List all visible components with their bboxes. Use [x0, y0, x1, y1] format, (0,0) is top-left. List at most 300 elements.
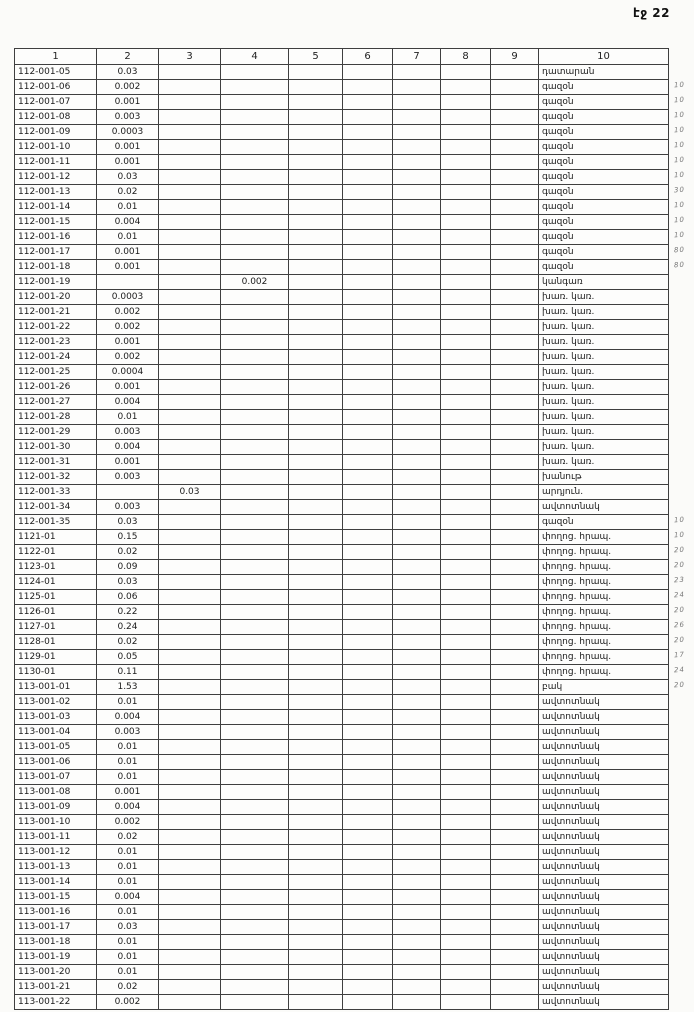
row-code: 112-001-33 — [15, 485, 97, 500]
empty-cell — [491, 380, 539, 395]
row-value: 0.001 — [97, 140, 159, 155]
row-code: 113-001-01 — [15, 680, 97, 695]
empty-cell — [159, 365, 221, 380]
empty-cell — [491, 260, 539, 275]
empty-cell — [441, 905, 491, 920]
table-row — [15, 335, 669, 350]
empty-cell — [343, 455, 393, 470]
empty-cell — [221, 230, 289, 245]
empty-cell — [491, 725, 539, 740]
empty-cell — [221, 455, 289, 470]
empty-cell — [221, 125, 289, 140]
empty-cell — [289, 305, 343, 320]
row-zone-name: գազօն — [539, 515, 669, 530]
empty-cell — [441, 575, 491, 590]
row-code: 112-001-14 — [15, 200, 97, 215]
empty-cell — [159, 65, 221, 80]
row-value: 0.002 — [97, 80, 159, 95]
row-value: 0.02 — [97, 635, 159, 650]
row-zone-name: ավտոտնակ — [539, 695, 669, 710]
empty-cell — [289, 710, 343, 725]
empty-cell — [289, 725, 343, 740]
empty-cell — [289, 185, 343, 200]
empty-cell — [343, 680, 393, 695]
empty-cell — [491, 740, 539, 755]
empty-cell — [343, 410, 393, 425]
empty-cell — [343, 95, 393, 110]
empty-cell — [159, 245, 221, 260]
row-code: 1126-01 — [15, 605, 97, 620]
empty-cell — [491, 530, 539, 545]
empty-cell — [221, 920, 289, 935]
empty-cell — [491, 995, 539, 1010]
row-code: 113-001-14 — [15, 875, 97, 890]
row-zone-name: ավտոտնակ — [539, 920, 669, 935]
row-zone-name: ավտոտնակ — [539, 950, 669, 965]
empty-cell — [221, 605, 289, 620]
empty-cell — [491, 140, 539, 155]
empty-cell — [159, 980, 221, 995]
empty-cell — [289, 320, 343, 335]
empty-cell — [441, 200, 491, 215]
empty-cell — [491, 845, 539, 860]
empty-cell — [441, 335, 491, 350]
empty-cell — [221, 245, 289, 260]
row-value: 0.01 — [97, 905, 159, 920]
row-zone-name: դատարան — [539, 65, 669, 80]
table-body — [15, 65, 669, 1010]
empty-cell — [343, 515, 393, 530]
empty-cell — [159, 575, 221, 590]
empty-cell — [441, 695, 491, 710]
empty-cell — [393, 950, 441, 965]
table-row — [15, 740, 669, 755]
empty-cell — [343, 650, 393, 665]
row-zone-name: խառ. կառ. — [539, 410, 669, 425]
empty-cell — [343, 950, 393, 965]
row-value: 0.22 — [97, 605, 159, 620]
row-zone-name: փողոց. հրապ. — [539, 605, 669, 620]
row-zone-name: ավտոտնակ — [539, 995, 669, 1010]
empty-cell — [221, 995, 289, 1010]
empty-cell — [159, 725, 221, 740]
empty-cell — [159, 695, 221, 710]
row-zone-name: ավտոտնակ — [539, 785, 669, 800]
empty-cell — [491, 665, 539, 680]
empty-cell — [393, 995, 441, 1010]
empty-cell — [491, 80, 539, 95]
row-zone-name: գազօն — [539, 125, 669, 140]
empty-cell — [221, 890, 289, 905]
empty-cell — [393, 530, 441, 545]
empty-cell — [393, 830, 441, 845]
row-value: 0.01 — [97, 230, 159, 245]
row-zone-name: գազօն — [539, 215, 669, 230]
empty-cell — [441, 245, 491, 260]
row-code: 113-001-10 — [15, 815, 97, 830]
empty-cell — [289, 740, 343, 755]
empty-cell — [289, 890, 343, 905]
empty-cell — [393, 500, 441, 515]
empty-cell — [343, 590, 393, 605]
empty-cell — [221, 680, 289, 695]
row-code: 1127-01 — [15, 620, 97, 635]
empty-cell — [159, 650, 221, 665]
table-row — [15, 845, 669, 860]
empty-cell — [159, 95, 221, 110]
empty-cell — [159, 185, 221, 200]
empty-cell — [221, 260, 289, 275]
row-value: 0.03 — [97, 170, 159, 185]
empty-cell — [159, 545, 221, 560]
row-zone-name: ավտոտնակ — [539, 980, 669, 995]
empty-cell — [343, 125, 393, 140]
table-row — [15, 425, 669, 440]
margin-annotation: 26 — [673, 620, 686, 629]
row-zone-name: ավտոտնակ — [539, 725, 669, 740]
row-code: 1130-01 — [15, 665, 97, 680]
empty-cell — [343, 665, 393, 680]
row-zone-name: խառ. կառ. — [539, 440, 669, 455]
empty-cell — [441, 485, 491, 500]
empty-cell — [393, 125, 441, 140]
empty-cell — [221, 830, 289, 845]
empty-cell — [441, 260, 491, 275]
empty-cell — [343, 530, 393, 545]
empty-cell — [221, 695, 289, 710]
margin-annotation: 20 — [673, 560, 686, 569]
empty-cell — [393, 740, 441, 755]
margin-annotation: 10 — [673, 515, 686, 524]
row-code: 112-001-06 — [15, 80, 97, 95]
table-row — [15, 695, 669, 710]
table-row — [15, 980, 669, 995]
empty-cell — [441, 350, 491, 365]
margin-annotation: 10 — [673, 140, 686, 149]
empty-cell — [221, 935, 289, 950]
row-value: 0.01 — [97, 770, 159, 785]
row-code: 112-001-31 — [15, 455, 97, 470]
empty-cell — [343, 770, 393, 785]
empty-cell — [289, 95, 343, 110]
empty-cell — [97, 275, 159, 290]
empty-cell — [343, 725, 393, 740]
empty-cell — [289, 650, 343, 665]
empty-cell — [221, 770, 289, 785]
empty-cell — [491, 350, 539, 365]
empty-cell — [491, 425, 539, 440]
row-value: 0.001 — [97, 260, 159, 275]
empty-cell — [159, 515, 221, 530]
table-row — [15, 530, 669, 545]
empty-cell — [343, 635, 393, 650]
row-value: 0.002 — [97, 305, 159, 320]
row-code: 112-001-16 — [15, 230, 97, 245]
row-code: 112-001-09 — [15, 125, 97, 140]
empty-cell — [159, 350, 221, 365]
empty-cell — [221, 440, 289, 455]
empty-cell — [289, 635, 343, 650]
empty-cell — [289, 860, 343, 875]
table-row — [15, 485, 669, 500]
empty-cell — [393, 290, 441, 305]
empty-cell — [343, 905, 393, 920]
row-zone-name: ավտոտնակ — [539, 830, 669, 845]
margin-annotation: 20 — [673, 605, 686, 614]
margin-annotation: 20 — [673, 635, 686, 644]
table-row — [15, 800, 669, 815]
empty-cell — [221, 785, 289, 800]
row-code: 112-001-17 — [15, 245, 97, 260]
row-code: 1129-01 — [15, 650, 97, 665]
row-zone-name: փողոց. հրապ. — [539, 530, 669, 545]
table-row — [15, 365, 669, 380]
empty-cell — [441, 125, 491, 140]
empty-cell — [289, 785, 343, 800]
empty-cell — [159, 410, 221, 425]
table-row — [15, 170, 669, 185]
row-value: 0.03 — [97, 575, 159, 590]
empty-cell — [289, 905, 343, 920]
empty-cell — [393, 605, 441, 620]
empty-cell — [159, 440, 221, 455]
empty-cell — [491, 215, 539, 230]
empty-cell — [289, 980, 343, 995]
empty-cell — [221, 320, 289, 335]
row-code: 112-001-34 — [15, 500, 97, 515]
row-code: 112-001-20 — [15, 290, 97, 305]
row-code: 112-001-13 — [15, 185, 97, 200]
empty-cell — [289, 140, 343, 155]
table-row — [15, 515, 669, 530]
empty-cell — [343, 920, 393, 935]
row-value: 0.002 — [97, 350, 159, 365]
empty-cell — [159, 560, 221, 575]
empty-cell — [289, 620, 343, 635]
column-header: 4 — [221, 49, 289, 65]
empty-cell — [441, 665, 491, 680]
empty-cell — [441, 110, 491, 125]
empty-cell — [343, 140, 393, 155]
empty-cell — [221, 860, 289, 875]
empty-cell — [343, 845, 393, 860]
empty-cell — [289, 350, 343, 365]
empty-cell — [393, 710, 441, 725]
column-header: 8 — [441, 49, 491, 65]
row-code: 113-001-22 — [15, 995, 97, 1010]
table-row — [15, 245, 669, 260]
empty-cell — [393, 590, 441, 605]
table-row — [15, 320, 669, 335]
empty-cell — [289, 155, 343, 170]
margin-annotation: 80 — [673, 260, 686, 269]
row-value: 0.001 — [97, 455, 159, 470]
empty-cell — [289, 590, 343, 605]
row-zone-name: խառ. կառ. — [539, 365, 669, 380]
empty-cell — [159, 965, 221, 980]
empty-cell — [289, 515, 343, 530]
empty-cell — [289, 935, 343, 950]
row-code: 112-001-24 — [15, 350, 97, 365]
empty-cell — [343, 425, 393, 440]
row-zone-name: փողոց. հրապ. — [539, 590, 669, 605]
empty-cell — [343, 695, 393, 710]
table-row — [15, 830, 669, 845]
empty-cell — [159, 890, 221, 905]
empty-cell — [393, 755, 441, 770]
empty-cell — [343, 395, 393, 410]
empty-cell — [491, 125, 539, 140]
empty-cell — [393, 650, 441, 665]
empty-cell — [221, 575, 289, 590]
table-row — [15, 905, 669, 920]
row-zone-name: ավտոտնակ — [539, 740, 669, 755]
empty-cell — [441, 635, 491, 650]
table-row — [15, 560, 669, 575]
empty-cell — [441, 620, 491, 635]
empty-cell — [491, 320, 539, 335]
empty-cell — [159, 305, 221, 320]
empty-cell — [159, 860, 221, 875]
empty-cell — [289, 500, 343, 515]
row-code: 112-001-32 — [15, 470, 97, 485]
row-value: 0.01 — [97, 740, 159, 755]
empty-cell — [159, 800, 221, 815]
empty-cell — [343, 440, 393, 455]
row-zone-name: ավտոտնակ — [539, 875, 669, 890]
empty-cell — [289, 815, 343, 830]
empty-cell — [491, 395, 539, 410]
empty-cell — [159, 275, 221, 290]
empty-cell — [289, 125, 343, 140]
empty-cell — [491, 710, 539, 725]
table-row — [15, 590, 669, 605]
table-row — [15, 80, 669, 95]
row-value: 0.03 — [97, 515, 159, 530]
empty-cell — [441, 380, 491, 395]
row-value: 0.001 — [97, 245, 159, 260]
table-row — [15, 500, 669, 515]
empty-cell — [441, 725, 491, 740]
row-code: 1123-01 — [15, 560, 97, 575]
empty-cell — [393, 575, 441, 590]
row-value: 0.004 — [97, 800, 159, 815]
row-code: 112-001-19 — [15, 275, 97, 290]
empty-cell — [441, 515, 491, 530]
row-value: 1.53 — [97, 680, 159, 695]
empty-cell — [289, 335, 343, 350]
table-row — [15, 65, 669, 80]
row-zone-name: փողոց. հրապ. — [539, 650, 669, 665]
row-zone-name: ավտոտնակ — [539, 935, 669, 950]
row-zone-name: խառ. կառ. — [539, 425, 669, 440]
empty-cell — [441, 755, 491, 770]
empty-cell — [343, 215, 393, 230]
empty-cell — [221, 170, 289, 185]
row-value: 0.06 — [97, 590, 159, 605]
row-value: 0.004 — [97, 395, 159, 410]
empty-cell — [393, 455, 441, 470]
empty-cell — [289, 65, 343, 80]
empty-cell — [393, 680, 441, 695]
empty-cell — [393, 140, 441, 155]
empty-cell — [491, 890, 539, 905]
empty-cell — [491, 875, 539, 890]
empty-cell — [441, 605, 491, 620]
row-zone-name: փողոց. հրապ. — [539, 620, 669, 635]
empty-cell — [441, 230, 491, 245]
row-code: 112-001-35 — [15, 515, 97, 530]
row-value: 0.05 — [97, 650, 159, 665]
empty-cell — [393, 410, 441, 425]
empty-cell — [221, 155, 289, 170]
row-code: 1128-01 — [15, 635, 97, 650]
empty-cell — [289, 770, 343, 785]
row-value: 0.002 — [97, 320, 159, 335]
margin-annotation: 24 — [673, 665, 686, 674]
empty-cell — [159, 290, 221, 305]
empty-cell — [343, 290, 393, 305]
empty-cell — [343, 275, 393, 290]
row-value: 0.002 — [97, 815, 159, 830]
row-code: 113-001-07 — [15, 770, 97, 785]
empty-cell — [159, 200, 221, 215]
empty-cell — [491, 620, 539, 635]
empty-cell — [491, 95, 539, 110]
empty-cell — [159, 320, 221, 335]
row-code: 112-001-12 — [15, 170, 97, 185]
empty-cell — [393, 815, 441, 830]
empty-cell — [289, 440, 343, 455]
empty-cell — [343, 800, 393, 815]
row-code: 112-001-18 — [15, 260, 97, 275]
empty-cell — [343, 245, 393, 260]
empty-cell — [441, 860, 491, 875]
margin-annotation: 10 — [673, 200, 686, 209]
empty-cell — [221, 965, 289, 980]
margin-annotation: 10 — [673, 230, 686, 239]
margin-annotation: 10 — [673, 530, 686, 539]
row-value: 0.01 — [97, 695, 159, 710]
row-value: 0.01 — [97, 860, 159, 875]
empty-cell — [221, 80, 289, 95]
empty-cell — [393, 350, 441, 365]
row-code: 112-001-28 — [15, 410, 97, 425]
empty-cell — [221, 905, 289, 920]
empty-cell — [289, 560, 343, 575]
row-zone-name: խառ. կառ. — [539, 350, 669, 365]
empty-cell — [343, 860, 393, 875]
empty-cell — [159, 530, 221, 545]
row-zone-name: խանութ — [539, 470, 669, 485]
empty-cell — [289, 245, 343, 260]
table-row — [15, 815, 669, 830]
table-row — [15, 215, 669, 230]
empty-cell — [491, 245, 539, 260]
empty-cell — [159, 215, 221, 230]
row-value: 0.01 — [97, 845, 159, 860]
empty-cell — [393, 200, 441, 215]
empty-cell — [491, 560, 539, 575]
empty-cell — [289, 530, 343, 545]
empty-cell — [491, 500, 539, 515]
table-row — [15, 650, 669, 665]
row-code: 113-001-17 — [15, 920, 97, 935]
row-zone-name: գազօն — [539, 260, 669, 275]
empty-cell — [393, 965, 441, 980]
empty-cell — [289, 275, 343, 290]
row-value: 0.03 — [97, 65, 159, 80]
